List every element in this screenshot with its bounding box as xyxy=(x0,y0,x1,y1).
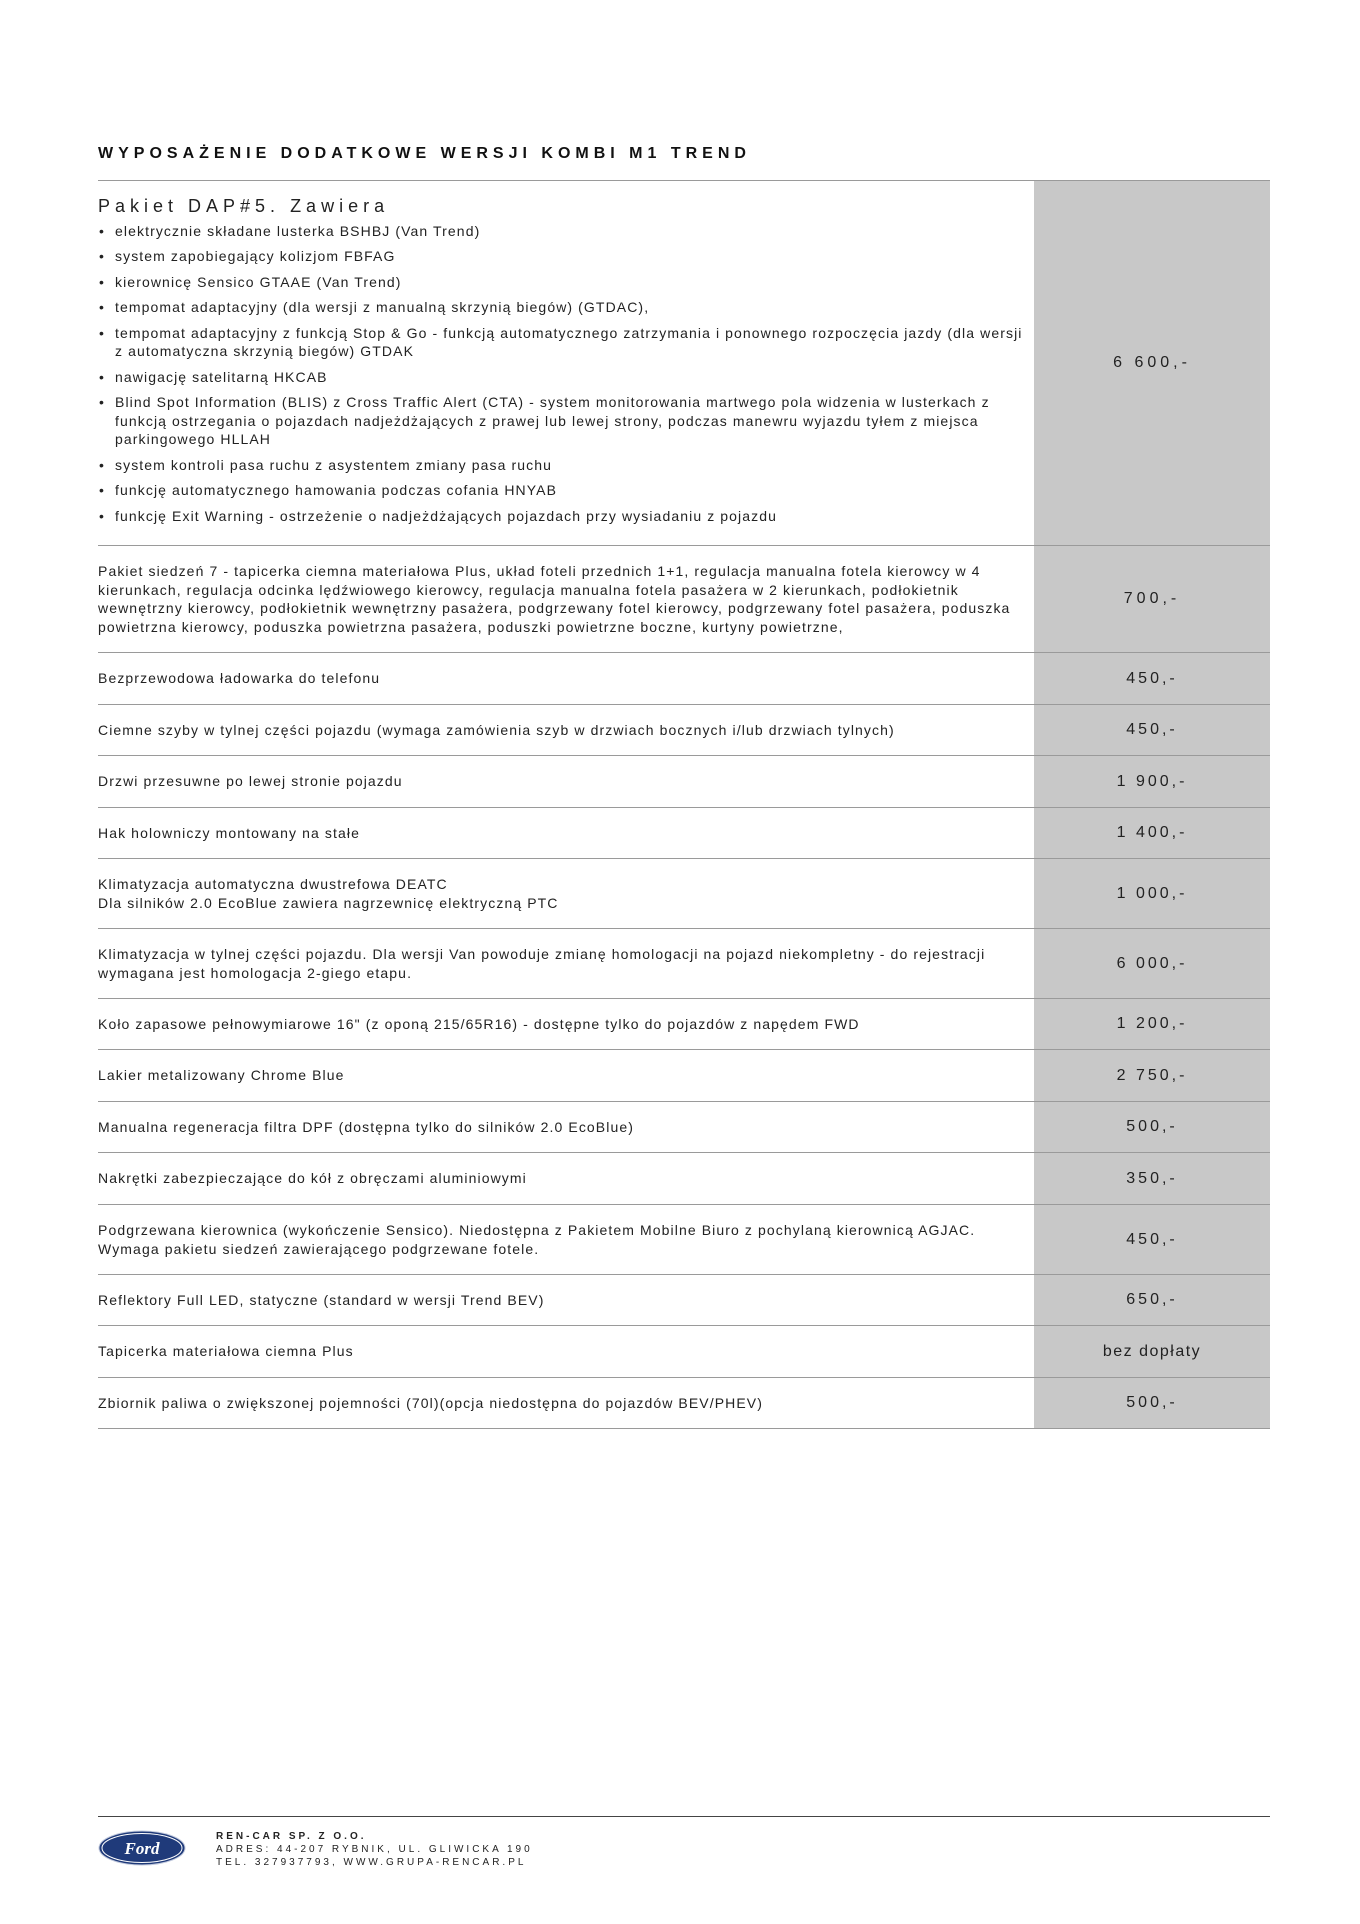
option-description xyxy=(98,1275,1034,1325)
ford-logo xyxy=(98,1830,186,1866)
option-description xyxy=(98,1050,1034,1101)
footer-divider xyxy=(98,1816,1270,1817)
option-description xyxy=(98,929,1034,998)
package-feature: • system kontroli pasa ruchu z asystentem zmiany pasa ruchu xyxy=(98,456,1028,475)
company-name: REN-CAR SP. Z O.O. xyxy=(216,1831,367,1842)
option-row xyxy=(98,1153,1270,1205)
package-feature: • elektrycznie składane lusterka BSHBJ (Van Trend) xyxy=(98,222,1028,241)
option-description xyxy=(98,999,1034,1049)
option-price: 650,- xyxy=(1034,1275,1270,1325)
package-feature: • funkcję automatycznego hamowania podczas cofania HNYAB xyxy=(98,481,1028,500)
option-description xyxy=(98,653,1034,704)
option-row xyxy=(98,859,1270,929)
option-row xyxy=(98,808,1270,859)
option-text: Bezprzewodowa ładowarka do telefonu xyxy=(98,670,381,687)
package-feature: • tempomat adaptacyjny (dla wersji z manualną skrzynią biegów) (GTDAC), xyxy=(98,298,1028,317)
option-price: 1 400,- xyxy=(1034,808,1270,858)
package-feature: • tempomat adaptacyjny z funkcją Stop & Go - funkcją automatycznego zatrzymania i ponownego rozpoczęcia jazdy (dla wersji z automatyczna skrzynią biegów) GTDAK xyxy=(98,324,1028,361)
option-row xyxy=(98,1102,1270,1153)
option-description xyxy=(98,808,1034,858)
option-text: Hak holowniczy montowany na stałe xyxy=(98,824,360,841)
option-price: bez dopłaty xyxy=(1034,1326,1270,1377)
option-price: 350,- xyxy=(1034,1153,1270,1204)
ford-logo-text: Ford xyxy=(124,1839,160,1858)
package-feature: • kierownicę Sensico GTAAE (Van Trend) xyxy=(98,273,1028,292)
option-text: Pakiet siedzeń 7 - tapicerka ciemna materiałowa Plus, układ foteli przednich 1+1, regulacja manualna fotela kierowcy w 4 kierunkach, regulacja odcinka lędźwiowego kierowcy, regulacja manualna fotela pasażera w 2 kierunkach, podłokietnik wewnętrzny kierowcy, podłokietnik wewnętrzny pasażera, podgrzewany fotel kierowcy, podgrzewany fotel pasażera, poduszka powietrzna kierowcy, poduszka powietrzna pasażera, poduszki powietrzne boczne, kurtyny powietrzne, xyxy=(98,563,1011,635)
option-text: Manualna regeneracja filtra DPF (dostępna tylko do silników 2.0 EcoBlue) xyxy=(98,1118,634,1135)
option-price: 700,- xyxy=(1034,546,1270,652)
option-price: 6 000,- xyxy=(1034,929,1270,998)
package-row xyxy=(98,181,1270,546)
package-price: 6 600,- xyxy=(1034,181,1270,545)
option-price: 1 200,- xyxy=(1034,999,1270,1049)
option-row xyxy=(98,653,1270,705)
option-text: Tapicerka materiałowa ciemna Plus xyxy=(98,1343,354,1360)
option-price: 500,- xyxy=(1034,1378,1270,1428)
option-description xyxy=(98,546,1034,652)
option-description xyxy=(98,859,1034,928)
option-text: Koło zapasowe pełnowymiarowe 16" (z oponą 215/65R16) - dostępne tylko do pojazdów z napędem FWD xyxy=(98,1015,860,1032)
package-feature: • system zapobiegający kolizjom FBFAG xyxy=(98,247,1028,266)
option-text: Wymaga pakietu siedzeń zawierającego podgrzewane fotele. xyxy=(98,1240,540,1257)
option-text: Nakrętki zabezpieczające do kół z obręczami aluminiowymi xyxy=(98,1170,527,1187)
company-address: ADRES: 44-207 RYBNIK, UL. GLIWICKA 190 xyxy=(216,1844,533,1855)
page-title: WYPOSAŻENIE DODATKOWE WERSJI KOMBI M1 TREND xyxy=(98,145,751,162)
company-contact: TEL. 327937793, WWW.GRUPA-RENCAR.PL xyxy=(216,1857,527,1868)
option-description xyxy=(98,705,1034,755)
option-text: Zbiornik paliwa o zwiększonej pojemności (70l)(opcja niedostępna do pojazdów BEV/PHEV) xyxy=(98,1394,764,1411)
option-text: Dla silników 2.0 EcoBlue zawiera nagrzewnicę elektryczną PTC xyxy=(98,894,559,911)
option-price: 450,- xyxy=(1034,653,1270,704)
option-description xyxy=(98,1378,1034,1428)
option-description xyxy=(98,1326,1034,1377)
option-row xyxy=(98,546,1270,653)
option-price: 1 000,- xyxy=(1034,859,1270,928)
option-text: Ciemne szyby w tylnej części pojazdu (wymaga zamówienia szyb w drzwiach bocznych i/lub drzwiach tylnych) xyxy=(98,721,895,738)
option-text: Lakier metalizowany Chrome Blue xyxy=(98,1067,345,1084)
option-text: Klimatyzacja w tylnej części pojazdu. Dla wersji Van powoduje zmianę homologacji na pojazd niekompletny - do rejestracji wymagana jest homologacja 2-giego etapu. xyxy=(98,946,986,981)
option-row xyxy=(98,756,1270,808)
option-row xyxy=(98,1275,1270,1326)
option-price: 450,- xyxy=(1034,705,1270,755)
package-feature: • funkcję Exit Warning - ostrzeżenie o nadjeżdżających pojazdach przy wysiadaniu z pojazdu xyxy=(98,507,1028,526)
option-text: Reflektory Full LED, statyczne (standard w wersji Trend BEV) xyxy=(98,1291,545,1308)
option-description xyxy=(98,1153,1034,1204)
option-text: Klimatyzacja automatyczna dwustrefowa DEATC xyxy=(98,876,448,892)
option-price: 450,- xyxy=(1034,1205,1270,1274)
option-row xyxy=(98,999,1270,1050)
option-description xyxy=(98,1102,1034,1152)
option-description xyxy=(98,756,1034,807)
package-feature-list xyxy=(98,222,1028,533)
option-price: 1 900,- xyxy=(1034,756,1270,807)
option-row xyxy=(98,1205,1270,1275)
option-row xyxy=(98,929,1270,999)
option-description xyxy=(98,1205,1034,1274)
options-table xyxy=(98,180,1270,1429)
option-price: 2 750,- xyxy=(1034,1050,1270,1101)
option-price: 500,- xyxy=(1034,1102,1270,1152)
company-info xyxy=(216,1830,533,1869)
option-row xyxy=(98,1326,1270,1378)
package-feature: • Blind Spot Information (BLIS) z Cross Traffic Alert (CTA) - system monitorowania martwego pola widzenia w lusterkach z funkcją ostrzegania o pojazdach nadjeżdżających z prawej lub lewej strony, podczas manewru wyjazdu tyłem z miejsca parkingowego HLLAH xyxy=(98,393,1028,449)
option-row xyxy=(98,705,1270,756)
option-text: Podgrzewana kierownica (wykończenie Sensico). Niedostępna z Pakietem Mobilne Biuro z pochylaną kierownicą AGJAC. xyxy=(98,1222,976,1238)
package-title: Pakiet DAP#5. Zawiera xyxy=(98,196,390,216)
package-description xyxy=(98,181,1034,545)
package-feature: • nawigację satelitarną HKCAB xyxy=(98,368,1028,387)
option-row xyxy=(98,1378,1270,1429)
option-row xyxy=(98,1050,1270,1102)
option-text: Drzwi przesuwne po lewej stronie pojazdu xyxy=(98,773,403,790)
